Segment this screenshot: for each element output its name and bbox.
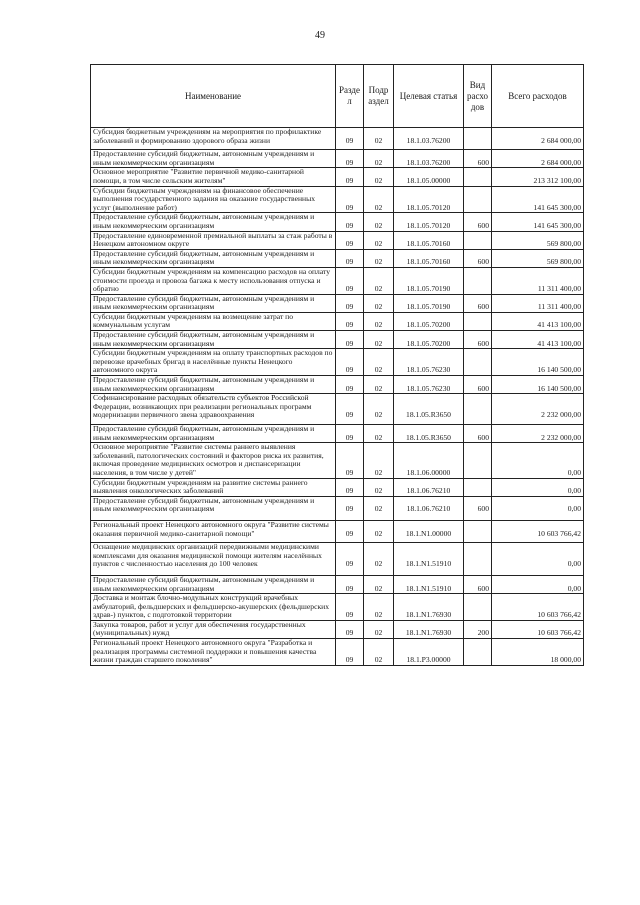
row-target: 18.1.05.R3650	[394, 394, 464, 425]
row-subsection: 02	[364, 594, 394, 621]
row-section: 09	[336, 294, 364, 312]
row-name: Оснащение медицинских организаций передвижными медицинскими комплексами для оказания медицинской помощи жителям населённых пунктов с численностью населения до 100 человек	[91, 543, 336, 576]
row-type	[464, 267, 492, 294]
row-name: Предоставление субсидий бюджетным, автономным учреждениям и иным некоммерческим организациям	[91, 425, 336, 443]
table-row	[91, 639, 584, 666]
row-subsection: 02	[364, 478, 394, 496]
row-total: 41 413 100,00	[492, 331, 584, 349]
row-target: 18.1.05.70200	[394, 312, 464, 330]
row-target: 18.1.05.76230	[394, 349, 464, 376]
row-subsection: 02	[364, 496, 394, 520]
table-row	[91, 496, 584, 520]
row-type: 200	[464, 620, 492, 638]
row-section: 09	[336, 349, 364, 376]
row-type: 600	[464, 575, 492, 593]
row-section: 09	[336, 478, 364, 496]
row-type	[464, 128, 492, 150]
row-section: 09	[336, 213, 364, 231]
header-target: Целевая статья	[394, 65, 464, 128]
header-subsection: Подр аздел	[364, 65, 394, 128]
row-total: 141 645 300,00	[492, 186, 584, 213]
row-subsection: 02	[364, 443, 394, 478]
row-name: Доставка и монтаж блочно-модульных конструкций врачебных амбулаторий, фельдшерских и фельдшерско-акушерских (фельдшерских здрав-) пунктов, с подготовкой территории	[91, 594, 336, 621]
row-subsection: 02	[364, 331, 394, 349]
table-row	[91, 168, 584, 186]
row-target: 18.1.N1.76930	[394, 594, 464, 621]
row-section: 09	[336, 331, 364, 349]
row-name: Предоставление субсидий бюджетным, автономным учреждениям и иным некоммерческим организациям	[91, 575, 336, 593]
page-number: 49	[315, 30, 325, 41]
row-section: 09	[336, 376, 364, 394]
row-name: Региональный проект Ненецкого автономного округа "Разработка и реализация программы системной поддержки и повышения качества жизни граждан старшего поколения"	[91, 639, 336, 666]
row-subsection: 02	[364, 312, 394, 330]
row-target: 18.1.05.70120	[394, 213, 464, 231]
row-target: 18.1.06.00000	[394, 443, 464, 478]
table-row	[91, 575, 584, 593]
row-target: 18.1.03.76200	[394, 150, 464, 168]
table-row	[91, 267, 584, 294]
row-type: 600	[464, 213, 492, 231]
row-type	[464, 443, 492, 478]
row-type	[464, 231, 492, 249]
header-section: Разде л	[336, 65, 364, 128]
row-total: 18 000,00	[492, 639, 584, 666]
table-row	[91, 376, 584, 394]
header-name: Наименование	[91, 65, 336, 128]
row-name: Субсидии бюджетным учреждениям на развитие системы раннего выявления онкологических заболеваний	[91, 478, 336, 496]
row-total: 16 140 500,00	[492, 349, 584, 376]
row-target: 18.1.N1.76930	[394, 620, 464, 638]
row-target: 18.1.P3.00000	[394, 639, 464, 666]
row-name: Субсидии бюджетным учреждениям на финансовое обеспечение выполнения государственного задания на оказание государственных услуг (выполнение работ)	[91, 186, 336, 213]
row-section: 09	[336, 267, 364, 294]
table-row	[91, 349, 584, 376]
row-type	[464, 168, 492, 186]
table-row	[91, 128, 584, 150]
table-row	[91, 443, 584, 478]
row-total: 0,00	[492, 478, 584, 496]
row-section: 09	[336, 443, 364, 478]
row-target: 18.1.05.00000	[394, 168, 464, 186]
row-section: 09	[336, 150, 364, 168]
table-body	[91, 128, 584, 666]
row-total: 41 413 100,00	[492, 312, 584, 330]
row-total: 2 232 000,00	[492, 394, 584, 425]
row-target: 18.1.N1.51910	[394, 575, 464, 593]
row-type	[464, 186, 492, 213]
row-type: 600	[464, 331, 492, 349]
table-row	[91, 520, 584, 542]
budget-table	[90, 64, 584, 666]
row-type	[464, 312, 492, 330]
row-subsection: 02	[364, 128, 394, 150]
row-type: 600	[464, 376, 492, 394]
table-row	[91, 312, 584, 330]
row-total: 11 311 400,00	[492, 267, 584, 294]
row-total: 141 645 300,00	[492, 213, 584, 231]
row-type: 600	[464, 294, 492, 312]
row-type	[464, 394, 492, 425]
row-subsection: 02	[364, 267, 394, 294]
table-row	[91, 213, 584, 231]
row-subsection: 02	[364, 543, 394, 576]
row-type	[464, 594, 492, 621]
row-total: 11 311 400,00	[492, 294, 584, 312]
row-subsection: 02	[364, 231, 394, 249]
table-row	[91, 620, 584, 638]
row-name: Предоставление субсидий бюджетным, автономным учреждениям и иным некоммерческим организациям	[91, 496, 336, 520]
table-row	[91, 394, 584, 425]
row-target: 18.1.05.70190	[394, 294, 464, 312]
table-row	[91, 425, 584, 443]
table-row	[91, 331, 584, 349]
row-section: 09	[336, 168, 364, 186]
row-total: 10 603 766,42	[492, 594, 584, 621]
row-section: 09	[336, 249, 364, 267]
row-section: 09	[336, 425, 364, 443]
row-section: 09	[336, 186, 364, 213]
row-subsection: 02	[364, 520, 394, 542]
row-name: Предоставление субсидий бюджетным, автономным учреждениям и иным некоммерческим организациям	[91, 213, 336, 231]
row-type: 600	[464, 249, 492, 267]
row-section: 09	[336, 231, 364, 249]
table-row	[91, 478, 584, 496]
row-total: 213 312 100,00	[492, 168, 584, 186]
row-subsection: 02	[364, 639, 394, 666]
row-subsection: 02	[364, 376, 394, 394]
row-section: 09	[336, 575, 364, 593]
row-type	[464, 520, 492, 542]
table-row	[91, 186, 584, 213]
header-total: Всего расходов	[492, 65, 584, 128]
row-target: 18.1.06.76210	[394, 496, 464, 520]
table-row	[91, 231, 584, 249]
row-section: 09	[336, 620, 364, 638]
row-section: 09	[336, 594, 364, 621]
row-name: Региональный проект Ненецкого автономного округа "Развитие системы оказания первичной медико-санитарной помощи"	[91, 520, 336, 542]
row-subsection: 02	[364, 150, 394, 168]
table-row	[91, 294, 584, 312]
row-name: Софинансирование расходных обязательств субъектов Российской Федерации, возникающих при реализации региональных программ модернизации первичного звена здравоохранения	[91, 394, 336, 425]
row-total: 0,00	[492, 496, 584, 520]
row-target: 18.1.05.70190	[394, 267, 464, 294]
table-header-row	[91, 65, 584, 128]
row-subsection: 02	[364, 394, 394, 425]
row-target: 18.1.06.76210	[394, 478, 464, 496]
row-section: 09	[336, 543, 364, 576]
row-total: 10 603 766,42	[492, 620, 584, 638]
row-total: 16 140 500,00	[492, 376, 584, 394]
row-total: 0,00	[492, 543, 584, 576]
row-name: Предоставление субсидий бюджетным, автономным учреждениям и иным некоммерческим организациям	[91, 294, 336, 312]
row-target: 18.1.05.70120	[394, 186, 464, 213]
row-name: Предоставление субсидий бюджетным, автономным учреждениям и иным некоммерческим организациям	[91, 331, 336, 349]
row-total: 2 684 000,00	[492, 150, 584, 168]
row-section: 09	[336, 394, 364, 425]
row-name: Основное мероприятие "Развитие системы раннего выявления заболеваний, патологических состояний и факторов риска их развития, включая проведение медицинских осмотров и диспансеризации населения, в том числе у детей"	[91, 443, 336, 478]
table-row	[91, 150, 584, 168]
row-type	[464, 478, 492, 496]
row-type: 600	[464, 496, 492, 520]
row-subsection: 02	[364, 294, 394, 312]
row-section: 09	[336, 312, 364, 330]
row-target: 18.1.05.R3650	[394, 425, 464, 443]
row-total: 569 800,00	[492, 231, 584, 249]
row-section: 09	[336, 639, 364, 666]
row-section: 09	[336, 496, 364, 520]
row-target: 18.1.03.76200	[394, 128, 464, 150]
row-name: Субсидии бюджетным учреждениям на оплату транспортных расходов по перевозке врачебных бригад в населённые пункты Ненецкого автономного округа	[91, 349, 336, 376]
header-type: Вид расхо дов	[464, 65, 492, 128]
row-name: Субсидии бюджетным учреждениям на возмещение затрат по коммунальным услугам	[91, 312, 336, 330]
row-subsection: 02	[364, 620, 394, 638]
row-type	[464, 543, 492, 576]
row-section: 09	[336, 128, 364, 150]
row-section: 09	[336, 520, 364, 542]
row-name: Основное мероприятие "Развитие первичной медико-санитарной помощи, в том числе сельским жителям"	[91, 168, 336, 186]
row-name: Субсидия бюджетным учреждениям на мероприятия по профилактике заболеваний и формированию здорового образа жизни	[91, 128, 336, 150]
row-name: Предоставление единовременной премиальной выплаты за стаж работы в Ненецком автономном округе	[91, 231, 336, 249]
table-row	[91, 594, 584, 621]
row-subsection: 02	[364, 575, 394, 593]
row-subsection: 02	[364, 186, 394, 213]
row-target: 18.1.05.70160	[394, 231, 464, 249]
table-row	[91, 543, 584, 576]
row-target: 18.1.N1.00000	[394, 520, 464, 542]
row-target: 18.1.05.76230	[394, 376, 464, 394]
row-name: Предоставление субсидий бюджетным, автономным учреждениям и иным некоммерческим организациям	[91, 150, 336, 168]
row-target: 18.1.N1.51910	[394, 543, 464, 576]
row-total: 2 232 000,00	[492, 425, 584, 443]
row-type: 600	[464, 425, 492, 443]
row-type: 600	[464, 150, 492, 168]
row-total: 10 603 766,42	[492, 520, 584, 542]
table-row	[91, 249, 584, 267]
row-total: 569 800,00	[492, 249, 584, 267]
row-total: 2 684 000,00	[492, 128, 584, 150]
row-total: 0,00	[492, 443, 584, 478]
row-subsection: 02	[364, 425, 394, 443]
row-name: Предоставление субсидий бюджетным, автономным учреждениям и иным некоммерческим организациям	[91, 249, 336, 267]
row-name: Закупка товаров, работ и услуг для обеспечения государственных (муниципальных) нужд	[91, 620, 336, 638]
row-type	[464, 639, 492, 666]
row-subsection: 02	[364, 349, 394, 376]
row-type	[464, 349, 492, 376]
row-name: Предоставление субсидий бюджетным, автономным учреждениям и иным некоммерческим организациям	[91, 376, 336, 394]
row-target: 18.1.05.70160	[394, 249, 464, 267]
row-subsection: 02	[364, 249, 394, 267]
row-subsection: 02	[364, 213, 394, 231]
row-name: Субсидии бюджетным учреждениям на компенсацию расходов на оплату стоимости проезда и провоза багажа к месту использования отпуска и обратно	[91, 267, 336, 294]
row-target: 18.1.05.70200	[394, 331, 464, 349]
row-total: 0,00	[492, 575, 584, 593]
row-subsection: 02	[364, 168, 394, 186]
